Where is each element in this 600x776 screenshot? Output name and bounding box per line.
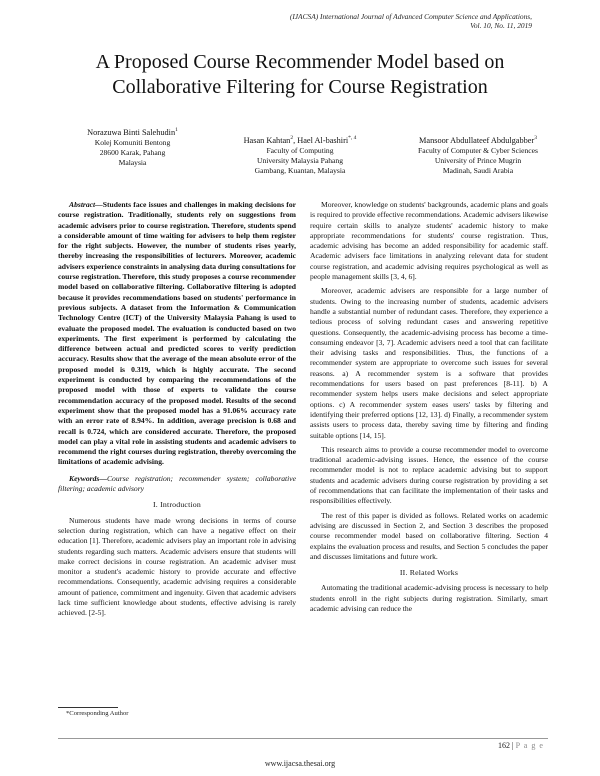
intro-paragraph-1: Numerous students have made wrong decisions in terms of course selection during registration, which can have a negative effect on their education [1]. Therefore, academic advisers play an important role in advising students regarding such matters. Academic advisers ensure that students will make correct decisions in course registration. An academic adviser must monitor a student's academic history to provide accurate and effective recommendations. Consequently, academic advising requires a considerable amount of patience, commitment and ingenuity. Given that academic advisers lack time sufficient knowledge about students, effective advising is rarely achieved. [2-5]. <box>58 515 296 618</box>
author-affiliation-3: Faculty of Computer & Cyber Sciences University of Prince Mugrin Madinah, Saudi Arabia <box>418 145 538 175</box>
journal-header <box>132 12 532 30</box>
right-column <box>310 200 548 618</box>
journal-header-line1: (IJACSA) International Journal of Advanced Computer Science and Applications, <box>289 12 532 21</box>
author-name-2: Hasan Kahtan$^2$, Hael Al-bashiri$^{*, 4}$ <box>243 135 357 145</box>
footnote-rule <box>58 707 118 708</box>
author-affiliation-1: Kolej Komuniti Bentong 28600 Karak, Pahang Malaysia <box>94 137 171 167</box>
author-block-3 <box>393 133 563 176</box>
corresponding-author-footnote: *Corresponding Author <box>66 710 129 717</box>
body-paragraph-3: This research aims to provide a course recommender model to overcome traditional academic-advising issues. Hence, the essence of the course recommender model is not to replace academic advising but to support students and academic advisers during course registration by providing a set of recommendations that can facilitate the implementation of their tasks and responsibilities effectively. <box>310 444 548 506</box>
title-line1: A Proposed Course Recommender Model based on <box>95 51 505 73</box>
section-heading-related-works: II. Related Works <box>399 568 459 578</box>
left-column <box>58 200 296 623</box>
journal-header-line2: Vol. 10, No. 11, 2019 <box>470 21 532 30</box>
author-affiliation-2: Faculty of Computing University Malaysia Pahang Gambang, Kuantan, Malaysia <box>254 145 346 175</box>
related-works-paragraph: Automating the traditional academic-advising process is necessary to help students enroll in the right subjects during registration. Similarly, smart academic advising can reduce the <box>310 583 548 613</box>
body-paragraph-4: The rest of this paper is divided as follows. Related works on academic advising are discussed in Section 2, and Section 3 describes the proposed course recommender model based on collaborative filtering. Section 4 explains the evaluation process and results, and Section 5 concludes the paper and discusses limitations and future work. <box>310 510 548 561</box>
body-paragraph-1: Moreover, knowledge on students' backgrounds, academic plans and goals is required to provide effective recommendations. Academic advisers likewise require certain skills to analyze students' academic history to make appropriate recommendations for students' course registration. Thus, academic advising has become an added responsibility for academic staff. Academic advisers face limitations in analyzing relevant data for student course registration, and academic advising requires psychological as well as people management skills [3, 4, 6]. <box>310 200 548 282</box>
author-name-3: Mansoor Abdullateef Abdulgabber$^3$ <box>419 135 537 145</box>
author-block-2 <box>210 133 390 176</box>
author-name-1: Norazuwa Binti Salehudin$^1$ <box>87 127 178 137</box>
abstract: Abstract—Students face issues and challenges in making decisions for course registration. Traditionally, students rely on suggestions from academic advisers prior to course registration. Therefore, students spend a considerable amount of time waiting for advisers to help them register for the right subjects. However, the number of students rises yearly, thereby increasing the responsibilities of lecturers. Moreover, academic advisers experience constraints in analysing data during consultations for course registration. Therefore, this study proposes a course recommender model based on collaborative filtering. Collaborative filtering is adopted because it provides recommendations based on students' performance in previous subjects. A dataset from the Information & Communication Technology Centre (ICT) of the University Malaysia Pahang is used to evaluate the proposed model. The evaluation is conducted based on two experiments. The first experiment is performed by calculating the difference between actual and predicted scores to verify prediction accuracy. Results show that the average of the mean absolute error of the proposed model is 0.319, which is highly accurate. The second experiment is conducted by comparing the recommendations of the proposed model with those of experts to validate the course recommendation accuracy of the proposed model. Results of the second experiment show that the proposed model has a 91.06% accuracy rate with an error rate of 8.94%. In addition, average precision is 0.68 and recall is 0.724, which are considered accurate. Therefore, the proposed model can play a vital role in assisting students and academic advisers to recommend the right courses during registration, thereby overcoming the limitations of academic advising. <box>58 200 296 467</box>
keywords: Keywords—Course registration; recommender system; collaborative filtering; academic advisory <box>58 473 296 494</box>
page-number: 162 | P a g e <box>498 741 544 750</box>
body-paragraph-2: Moreover, academic advisers are responsible for a large number of students. Owing to the increasing number of students, academic advisers handle a substantial number of redundant cases. Therefore, they experience a tedious process of solving redundant cases and answering repetitive questions. Consequently, the academic-advising process has become a time-consuming endeavor [3, 7]. Academic advisers need a tool that can facilitate their advising tasks and responsibilities. Thus, the functions of a recommender system are appropriate to overcome such issues for several reasons. a) A recommender system is a software that provides recommendations for users based on past preferences [8-11]. b) A recommender system helps users make decisions and select appropriate options. c) A recommender system eases users' tasks by filtering and identifying their preferred options [12, 13]. d) Finally, a recommender system assists users to process data, thereby saving time by filtering and finding suitable options [14, 15]. <box>310 286 548 440</box>
paper-title <box>40 50 560 100</box>
journal-website: www.ijacsa.thesai.org <box>264 759 336 768</box>
footer-rule <box>58 738 548 739</box>
section-heading-introduction: I. Introduction <box>152 500 202 510</box>
title-line2: Collaborative Filtering for Course Registration <box>112 76 488 98</box>
author-block-1 <box>55 125 210 168</box>
